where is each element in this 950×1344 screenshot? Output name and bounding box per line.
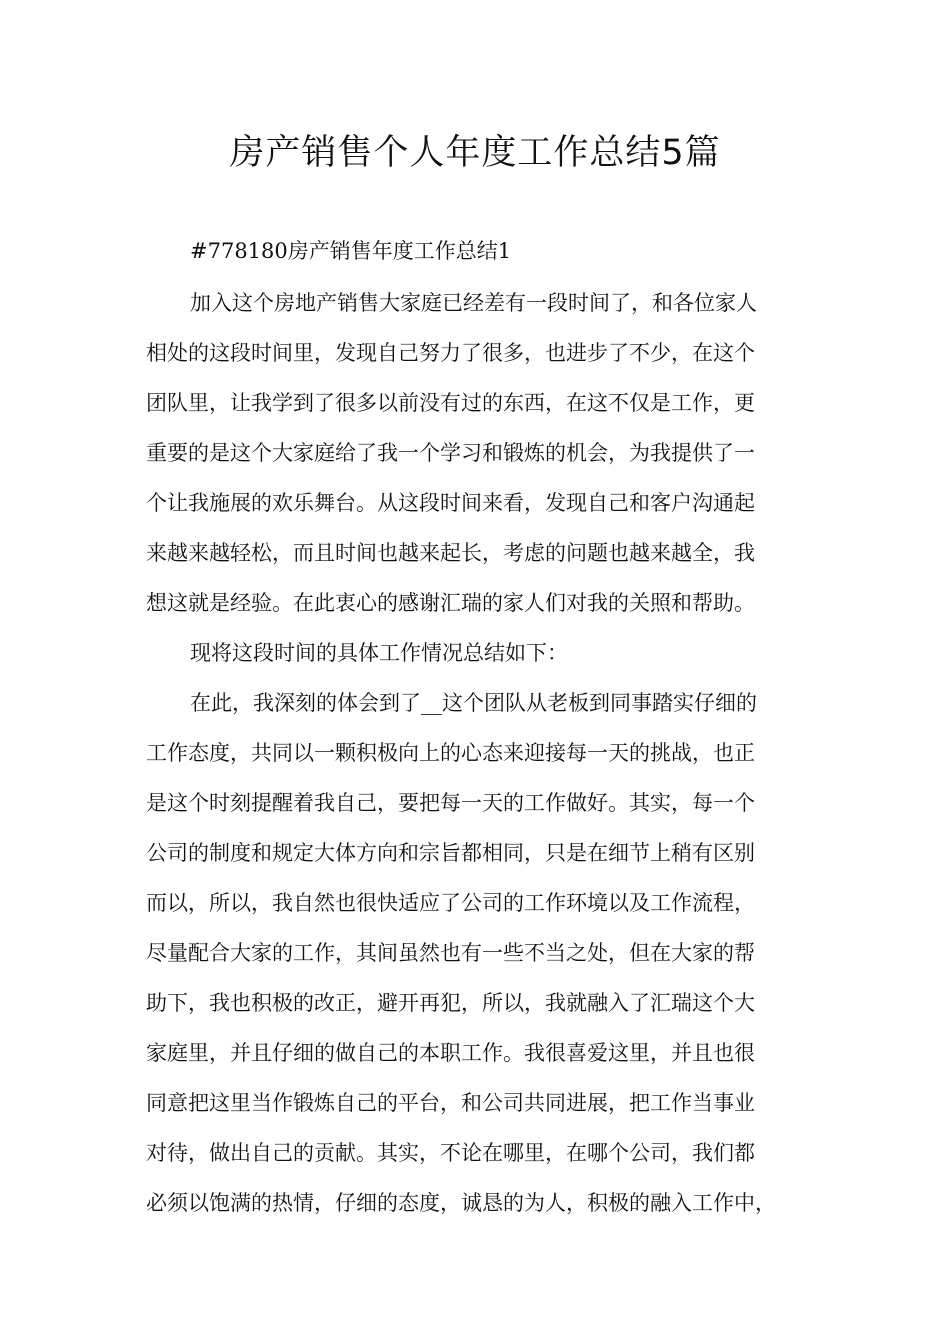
body-line: 在此，我深刻的体会到了__这个团队从老板到同事踏实仔细的 — [190, 691, 757, 715]
body-line: 工作态度，共同以一颗积极向上的心态来迎接每一天的挑战，也正 — [146, 741, 755, 765]
body-line: 对待，做出自己的贡献。其实，不论在哪里，在哪个公司，我们都 — [146, 1141, 755, 1165]
body-line: 想这就是经验。在此衷心的感谢汇瑞的家人们对我的关照和帮助。 — [146, 591, 755, 615]
body-line: 重要的是这个大家庭给了我一个学习和锻炼的机会，为我提供了一 — [146, 441, 755, 465]
body-line: 个让我施展的欢乐舞台。从这段时间来看，发现自己和客户沟通起 — [146, 491, 755, 515]
body-line: 是这个时刻提醒着我自己，要把每一天的工作做好。其实，每一个 — [146, 791, 755, 815]
body-line: 家庭里，并且仔细的做自己的本职工作。我很喜爱这里，并且也很 — [146, 1041, 755, 1065]
body-line: 必须以饱满的热情，仔细的态度，诚恳的为人，积极的融入工作中， — [146, 1191, 776, 1215]
body-line: 来越来越轻松，而且时间也越来起长，考虑的问题也越来越全，我 — [146, 541, 755, 565]
body-line: 而以，所以，我自然也很快适应了公司的工作环境以及工作流程， — [146, 891, 755, 915]
document-title: 房产销售个人年度工作总结5篇 — [229, 133, 721, 173]
body-line: 现将这段时间的具体工作情况总结如下： — [190, 641, 568, 665]
body-line: 加入这个房地产销售大家庭已经差有一段时间了，和各位家人 — [190, 291, 757, 315]
body-line: 同意把这里当作锻炼自己的平台，和公司共同进展，把工作当事业 — [146, 1091, 755, 1115]
body-line: 公司的制度和规定大体方向和宗旨都相同，只是在细节上稍有区别 — [146, 841, 755, 865]
body-line: 尽量配合大家的工作，其间虽然也有一些不当之处，但在大家的帮 — [146, 941, 755, 965]
body-line: 助下，我也积极的改正，避开再犯，所以，我就融入了汇瑞这个大 — [146, 991, 755, 1015]
section-heading: #778180房产销售年度工作总结1 — [190, 239, 512, 263]
body-line: 相处的这段时间里，发现自己努力了很多，也进步了不少，在这个 — [146, 341, 755, 365]
body-line: 团队里，让我学到了很多以前没有过的东西，在这不仅是工作，更 — [146, 391, 755, 415]
document-body — [146, 284, 822, 1234]
